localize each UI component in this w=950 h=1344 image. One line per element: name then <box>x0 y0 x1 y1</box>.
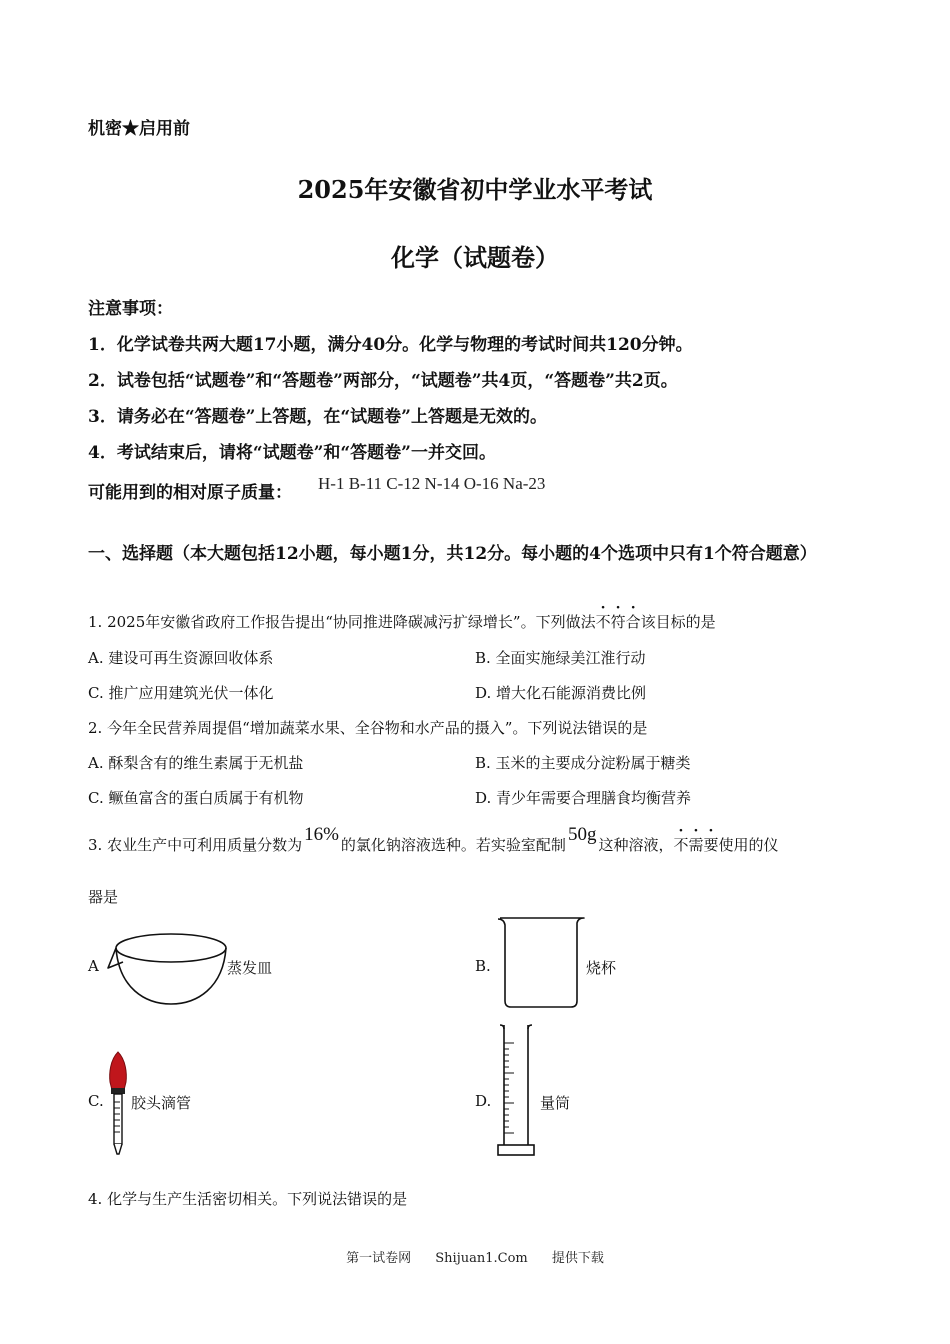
option-d-letter: D. <box>475 1092 492 1110</box>
evaporating-dish-icon <box>105 928 230 1008</box>
option-a-label: 蒸发皿 <box>227 959 273 977</box>
mass-value: 50g <box>567 824 597 845</box>
page-footer <box>0 1247 950 1266</box>
note-item-2: 2．试卷包括“试题卷”和“答题卷”两部分，“试题卷”共4页，“答题卷”共2页。 <box>88 371 678 391</box>
question-2-option-c: C. 鳜鱼富含的蛋白质属于有机物 <box>88 789 304 807</box>
notes-heading: 注意事项： <box>88 299 173 319</box>
emphasis-char: 合 <box>625 613 641 631</box>
question-2-stem: 2. 今年全民营养周提倡“增加蔬菜水果、全谷物和水产品的摄入”。下列说法错误的是 <box>88 719 648 737</box>
emphasis-char: 符 <box>610 613 626 631</box>
option-d-label: 量筒 <box>540 1094 571 1112</box>
question-1-option-d: D. 增大化石能源消费比例 <box>475 684 647 702</box>
footer-provide: 提供下载 <box>551 1251 604 1266</box>
question-4-stem: 4. 化学与生产生活密切相关。下列说法错误的是 <box>88 1190 408 1208</box>
confidential-label: 机密★启用前 <box>88 119 190 139</box>
emphasis-char: 不 <box>673 836 689 854</box>
question-2-option-a: A. 酥梨含有的维生素属于无机盐 <box>88 754 304 772</box>
question-3-stem: 3. 农业生产中可利用质量分数为 16% 的氯化钠溶液选种。若实验室配制 50g 这种溶液，不需要使用的仪 <box>88 824 779 854</box>
exam-subtitle: 化学（试题卷） <box>391 243 559 272</box>
footer-domain: Shijuan1.Com <box>435 1251 528 1266</box>
emphasis-char: 不 <box>595 613 611 631</box>
question-1-stem: 1. 2025年安徽省政府工作报告提出“协同推进降碳减污扩绿增长”。下列做法不符合该目标的是 <box>88 613 716 631</box>
question-2-option-d: D. 青少年需要合理膳食均衡营养 <box>475 789 692 807</box>
section-heading: 一、选择题（本大题包括12小题，每小题1分，共12分。每小题的4个选项中只有1个符合题意） <box>88 544 817 564</box>
option-b-letter: B. <box>475 957 491 975</box>
beaker-icon <box>496 915 586 1010</box>
exam-title: 2025年安徽省初中学业水平考试 <box>297 175 653 204</box>
question-1-option-a: A. 建设可再生资源回收体系 <box>88 649 274 667</box>
option-c-label: 胶头滴管 <box>131 1094 192 1112</box>
graduated-cylinder-icon <box>496 1023 536 1158</box>
dropper-icon <box>105 1050 131 1156</box>
footer-site: 第一试卷网 <box>346 1251 412 1266</box>
question-1-option-b: B. 全面实施绿美江淮行动 <box>475 649 646 667</box>
percent-value: 16% <box>304 824 339 845</box>
option-b-label: 烧杯 <box>586 959 617 977</box>
emphasis-char: 需 <box>688 836 704 854</box>
question-2-option-b: B. 玉米的主要成分淀粉属于糖类 <box>475 754 691 772</box>
option-c-letter: C. <box>88 1092 104 1110</box>
question-1-option-c: C. 推广应用建筑光伏一体化 <box>88 684 274 702</box>
atomic-mass-values: H-1 B-11 C-12 N-14 O-16 Na-23 <box>318 474 546 493</box>
atomic-mass-label: 可能用到的相对原子质量： <box>88 483 292 503</box>
note-item-3: 3．请务必在“答题卷”上答题，在“试题卷”上答题是无效的。 <box>88 407 547 427</box>
note-item-1: 1．化学试卷共两大题17小题，满分40分。化学与物理的考试时间共120分钟。 <box>88 335 693 355</box>
option-a-letter: A <box>88 957 99 975</box>
emphasis-char: 要 <box>703 836 719 854</box>
note-item-4: 4．考试结束后，请将“试题卷”和“答题卷”一并交回。 <box>88 443 496 463</box>
question-3-stem-cont: 器是 <box>88 888 119 906</box>
